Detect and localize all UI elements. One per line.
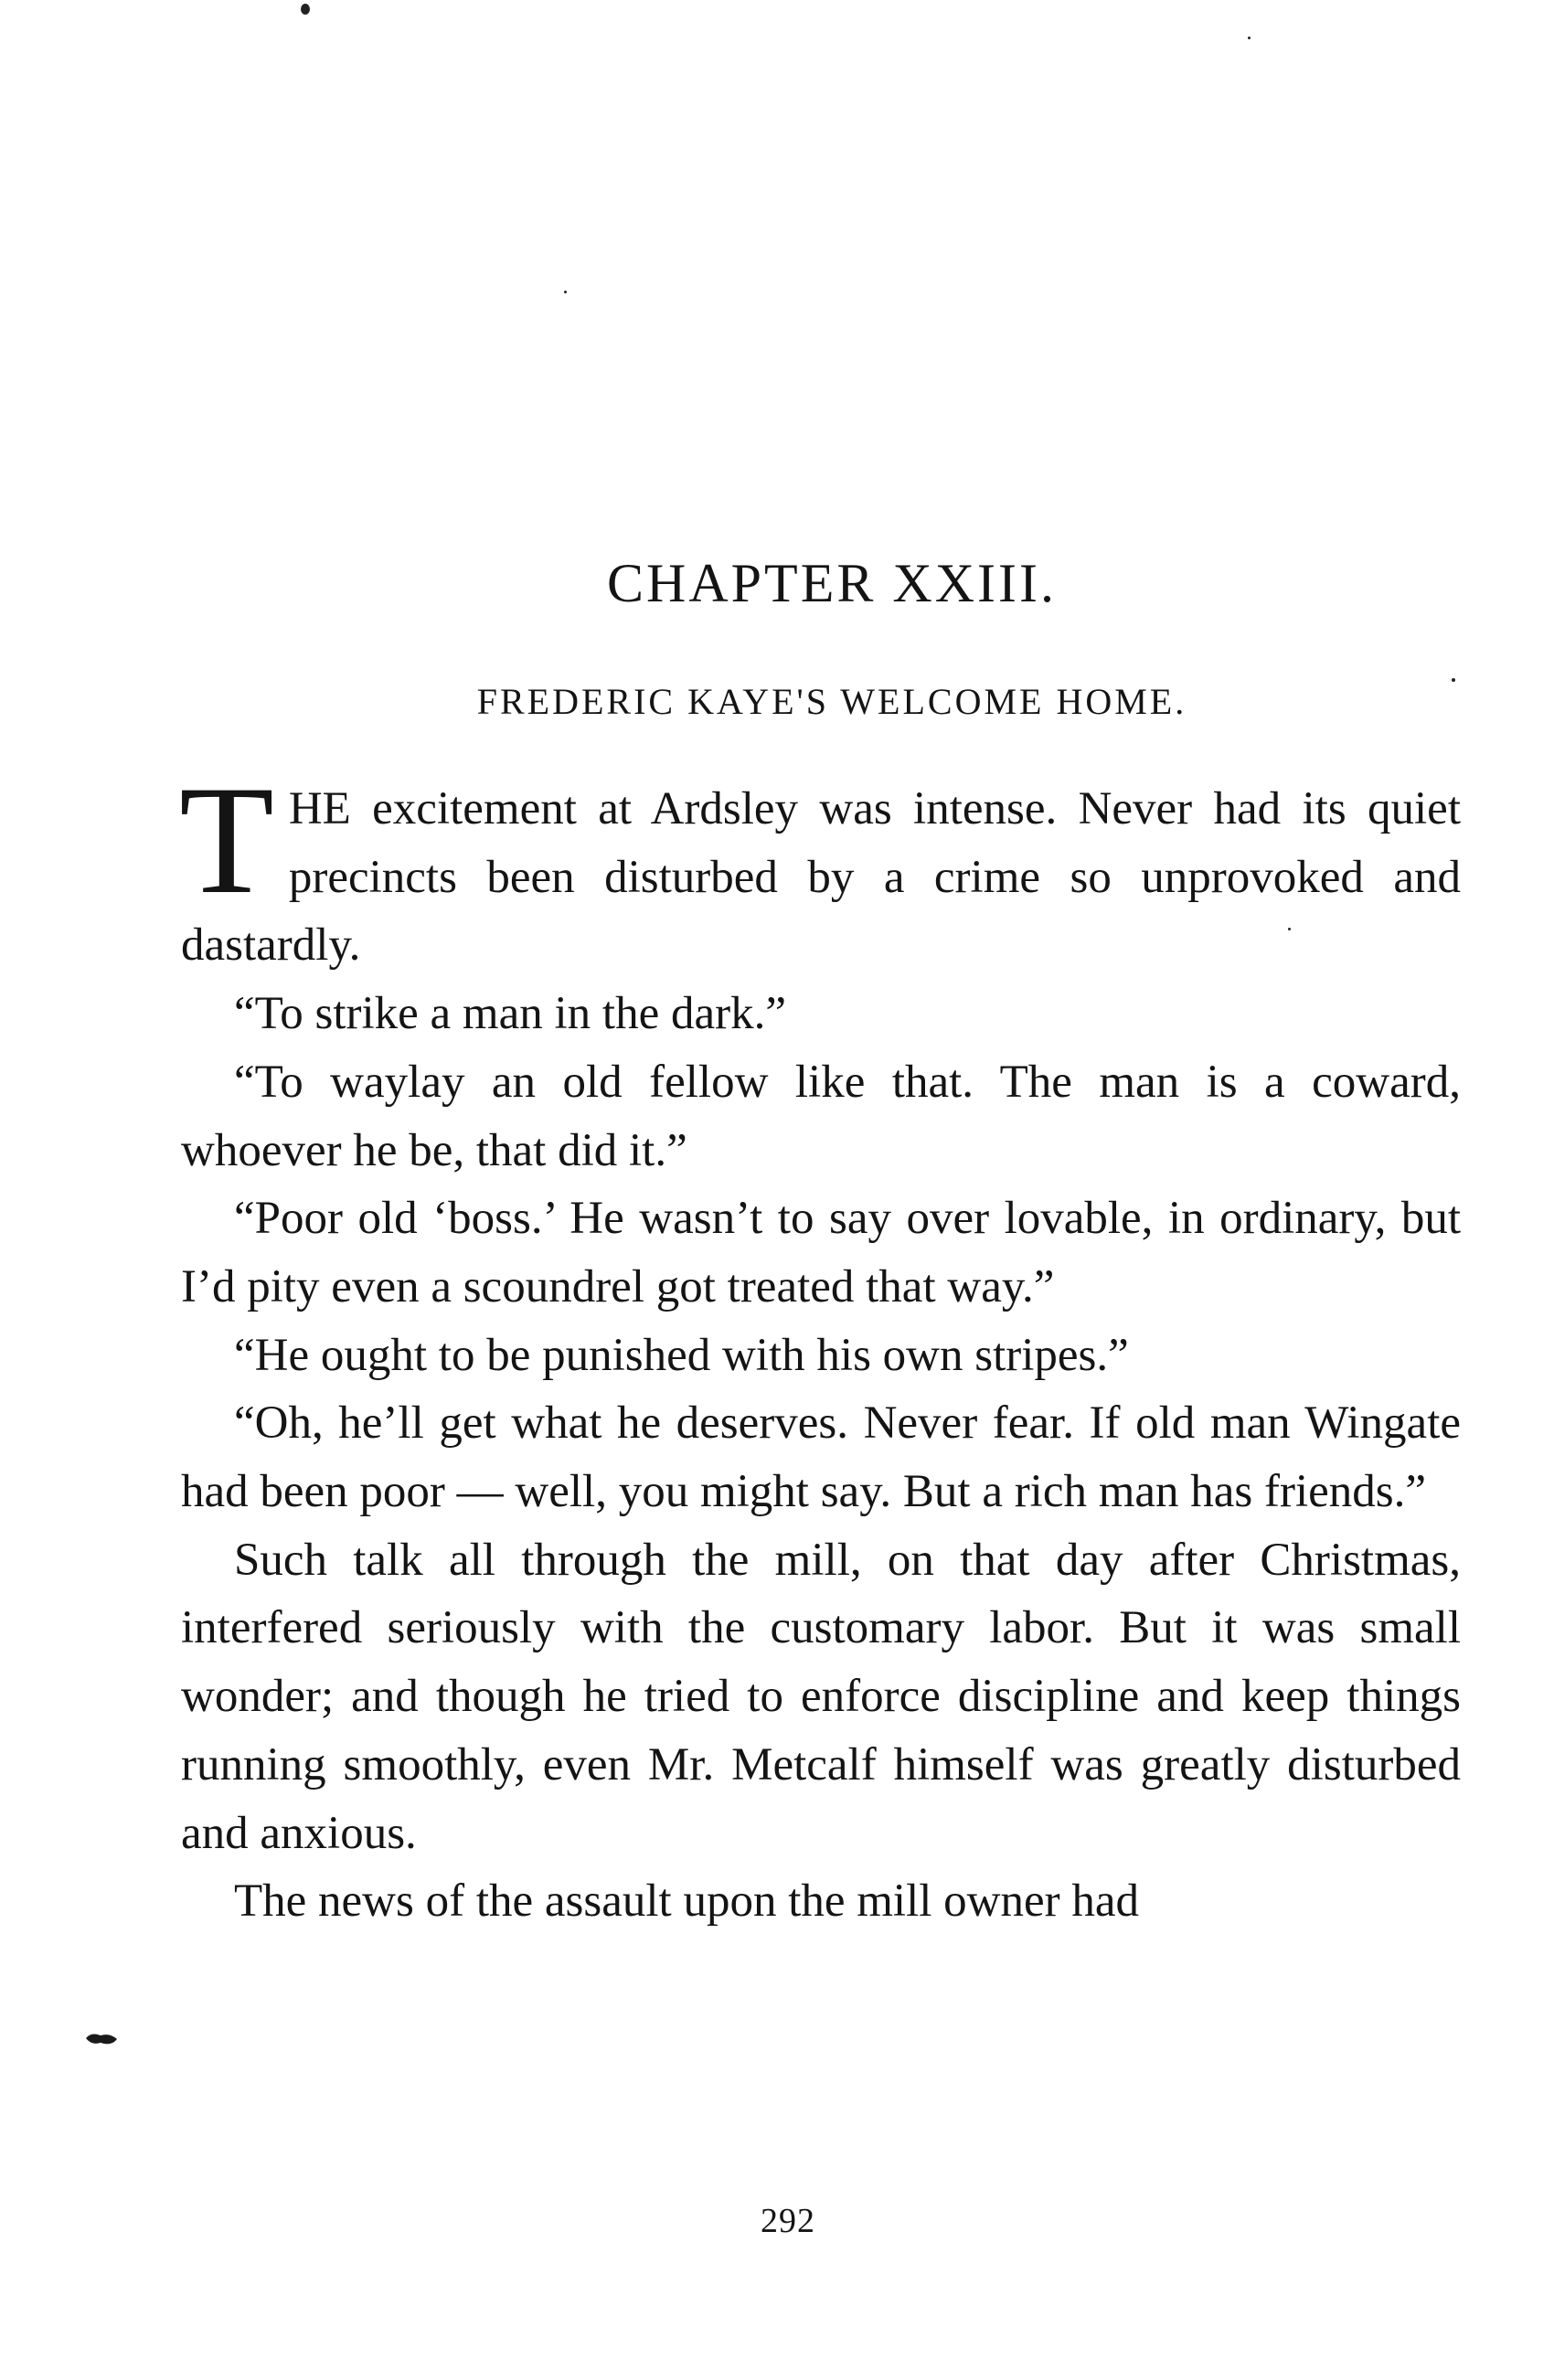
- page-number: 292: [761, 2202, 815, 2240]
- paragraph: “Oh, he’ll get what he deserves. Never fear. If old man Wingate had been poor — well, you might say. But a rich man has friends.”: [181, 1397, 1461, 1518]
- paragraph: “Poor old ‘boss.’ He wasn’t to say over lovable, in ordinary, but I’d pity even a scoundrel got treated that way.”: [181, 1193, 1461, 1312]
- paragraph: “He ought to be punished with his own stripes.”: [234, 1329, 1129, 1381]
- paragraph: “To waylay an old fellow like that. The man is a coward, whoever he be, that did it.”: [181, 1056, 1461, 1176]
- chapter-title: CHAPTER XXIII.: [607, 553, 1057, 613]
- drop-cap: T: [179, 754, 274, 926]
- ink-blot-mark: [84, 2031, 121, 2047]
- paragraph: [179, 754, 1461, 980]
- paragraph: “To strike a man in the dark.”: [234, 988, 786, 1040]
- ink-speck: [301, 4, 310, 15]
- paragraph-text: HE excitement at Ardsley was intense. Never had its quiet precincts been disturbed by a crime so unprovoked and dastardly.: [181, 783, 1461, 972]
- chapter-subtitle: FREDERIC KAYE'S WELCOME HOME.: [476, 681, 1187, 722]
- paragraph: Such talk all through the mill, on that day after Christmas, interfered seriously with the customary labor. But it was small wonder; and though he tried to enforce discipline and keep things running smoothly, even Mr. Metcalf himself was greatly disturbed and anxious.: [181, 1534, 1461, 1859]
- ink-speck: [1248, 37, 1251, 39]
- body-text: [179, 754, 1461, 1936]
- paragraph: The news of the assault upon the mill owner had: [234, 1875, 1140, 1928]
- ink-speck: [564, 291, 567, 293]
